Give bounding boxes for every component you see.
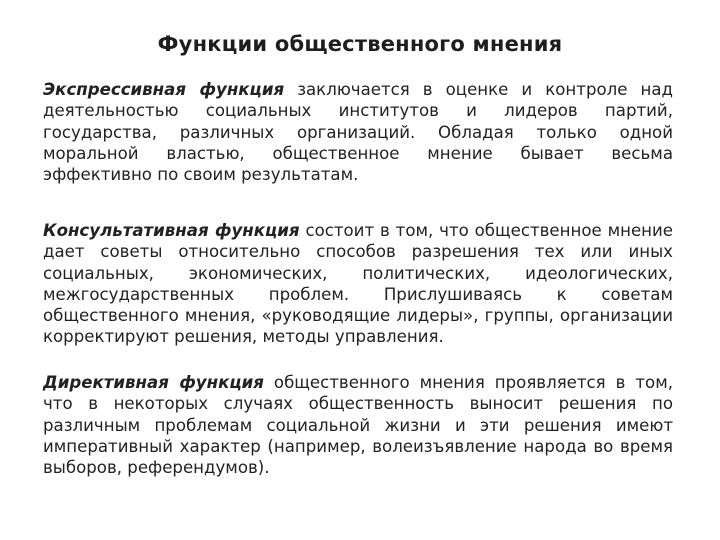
paragraph-expressive-function	[43, 79, 673, 185]
slide-title: Функции общественного мнения	[157, 32, 563, 56]
paragraph-consultative-function	[43, 220, 673, 348]
term-consultative-function: Консультативная функция	[43, 221, 300, 240]
paragraph-text: состоит в том, что общественное мнение дает советы относительно способов разрешения тех или иных социальных, экономических, политических, идеологических, межгосударственных проблем. Прислушиваясь к советам общественного мнения, «руководящие лидеры», группы, организации корректируют решения, методы управления.	[43, 221, 673, 347]
paragraph-text: заключается в оценке и контроле над деятельностью социальных институтов и лидеров партий, государства, различных организаций. Обладая только одной моральной властью, общественное мнение бывает весьма эффективно по своим результатам.	[43, 80, 673, 185]
paragraph-directive-function	[43, 372, 673, 478]
term-expressive-function: Экспрессивная функция	[43, 80, 285, 99]
term-directive-function: Директивная функция	[43, 373, 264, 392]
paragraph-text: общественного мнения проявляется в том, что в некоторых случаях общественность выносит решения по различным проблемам социальной жизни и эти решения имеют императивный характер (например, волеизъявление народа во время выборов, референдумов).	[43, 373, 673, 478]
